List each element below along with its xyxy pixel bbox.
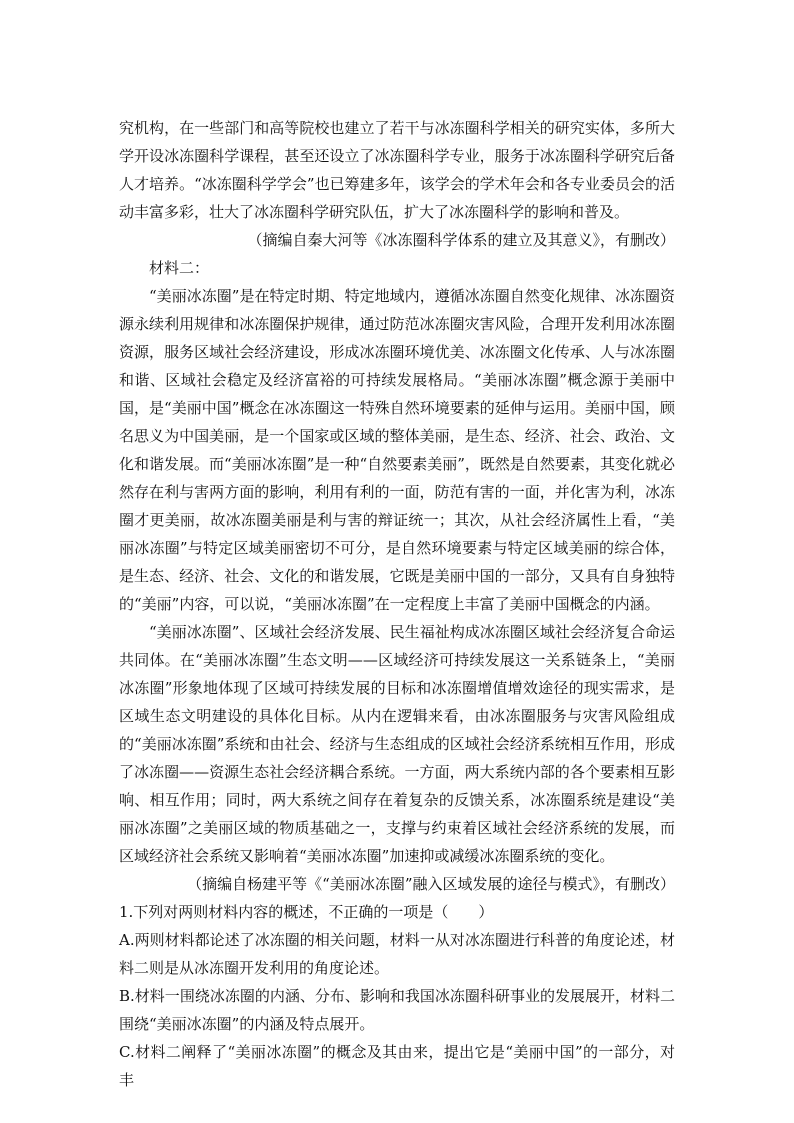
material-one-source: （摘编自秦大河等《冰冻圈科学体系的建立及其意义》，有删改）: [247, 231, 675, 249]
question-1-option-a: A.两则材料都论述了冰冻圈的相关问题，材料一从对冰冻圈进行科普的角度论述，材料二则是从冰冻圈开发利用的角度论述。: [119, 931, 675, 977]
question-1-option-c: C.材料二阐释了“美丽冰冻圈”的概念及其由来，提出它是“美丽中国”的一部分，对丰: [119, 1043, 675, 1089]
material-two-source: （摘编自杨建平等《“美丽冰冻圈”融入区域发展的途径与模式》，有删改）: [187, 875, 675, 893]
material-one-closing-paragraph: 究机构，在一些部门和高等院校也建立了若干与冰冻圈科学相关的研究实体，多所大学开设冰冻圈科学课程，甚至还设立了冰冻圈科学专业，服务于冰冻圈科学研究后备人才培养。“冰冻圈科学学会”也已筹建多年，该学会的学术年会和各专业委员会的活动丰富多彩，壮大了冰冻圈科学研究队伍，扩大了冰冻圈科学的影响和普及。: [119, 119, 675, 221]
material-two-heading: 材料二：: [149, 259, 210, 277]
question-1-option-b: B.材料一围绕冰冻圈的内涵、分布、影响和我国冰冻圈科研事业的发展展开，材料二围绕“美丽冰冻圈”的内涵及特点展开。: [119, 987, 675, 1033]
document-page: [119, 114, 675, 1094]
material-two-paragraph-2: “美丽冰冻圈”、区域社会经济发展、民生福祉构成冰冻圈区域社会经济复合命运共同体。在“美丽冰冻圈”生态文明——区域经济可持续发展这一关系链条上，“美丽冰冻圈”形象地体现了区域可持续发展的目标和冰冻圈增值增效途径的现实需求，是区域生态文明建设的具体化目标。从内在逻辑来看，由冰冻圈服务与灾害风险组成的“美丽冰冻圈”系统和由社会、经济与生态组成的区域社会经济系统相互作用，形成了冰冻圈——资源生态社会经济耦合系统。一方面，两大系统内部的各个要素相互影响、相互作用；同时，两大系统之间存在着复杂的反馈关系，冰冻圈系统是建设“美丽冰冻圈”之美丽区域的物质基础之一，支撑与约束着区域社会经济系统的发展，而区域经济社会系统又影响着“美丽冰冻圈”加速抑或减缓冰冻圈系统的变化。: [119, 623, 675, 865]
material-two-paragraph-1: “美丽冰冻圈”是在特定时期、特定地域内，遵循冰冻圈自然变化规律、冰冻圈资源永续利用规律和冰冻圈保护规律，通过防范冰冻圈灾害风险，合理开发利用冰冻圈资源，服务区域社会经济建设，形成冰冻圈环境优美、冰冻圈文化传承、人与冰冻圈和谐、区域社会稳定及经济富裕的可持续发展格局。“美丽冰冻圈”概念源于美丽中国，是“美丽中国”概念在冰冻圈这一特殊自然环境要素的延伸与运用。美丽中国，顾名思义为中国美丽，是一个国家或区域的整体美丽，是生态、经济、社会、政治、文化和谐发展。而“美丽冰冻圈”是一种“自然要素美丽”，既然是自然要素，其变化就必然存在利与害两方面的影响，利用有利的一面，防范有害的一面，并化害为利，冰冻圈才更美丽，故冰冻圈美丽是利与害的辩证统一；其次，从社会经济属性上看，“美丽冰冻圈”与特定区域美丽密切不可分，是自然环境要素与特定区域美丽的综合体，是生态、经济、社会、文化的和谐发展，它既是美丽中国的一部分，又具有自身独特的“美丽”内容，可以说，“美丽冰冻圈”在一定程度上丰富了美丽中国概念的内涵。: [119, 287, 675, 613]
question-1-stem: 1.下列对两则材料内容的概述，不正确的一项是（ ）: [119, 903, 494, 921]
